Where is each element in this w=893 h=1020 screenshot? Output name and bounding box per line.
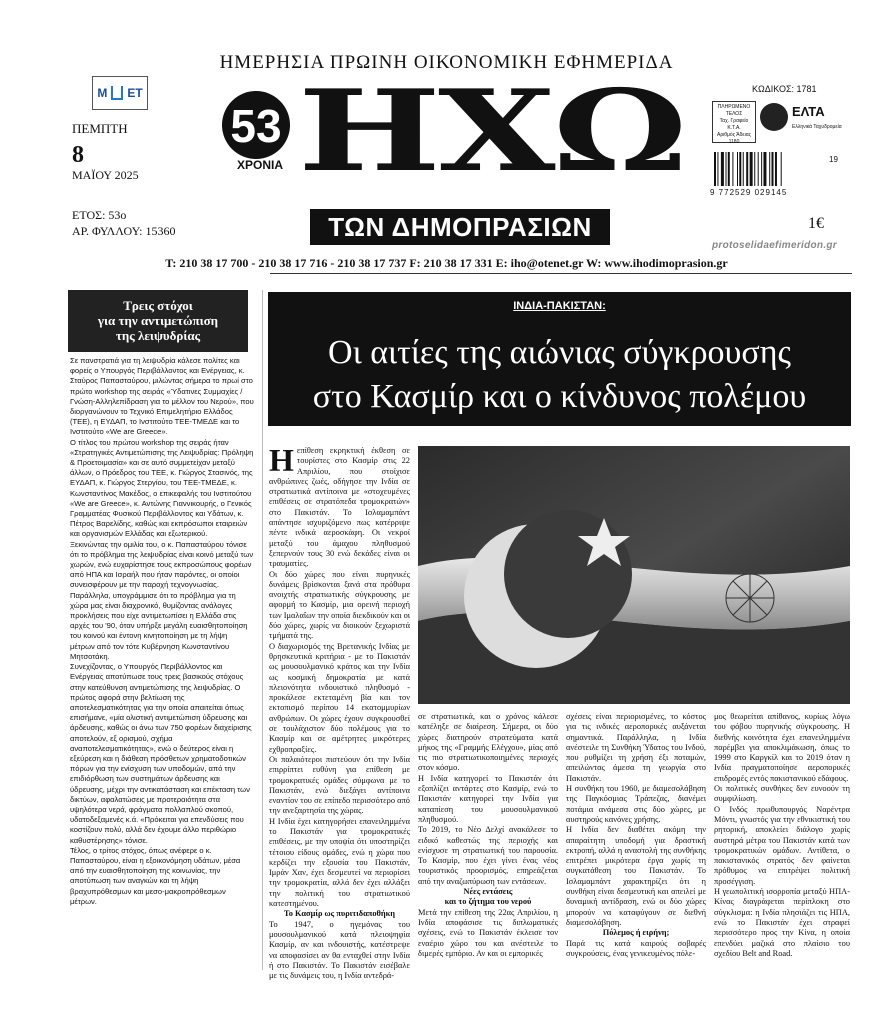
- article-paragraph: Οι δύο χώρες που είναι πυρηνικές δυνάμεις βρίσκονται ξανά στα πρόθυρα ανοιχτής στρατιωτικής σύγκρουσης με αφορμή το Κασμίρ, μια ορεινή περιοχή των Ιμαλαΐων την οποία διεκδικούν και οι δύο χώρες, χωρίς να διοικούν ξεχωριστά τμήματά της.: [269, 569, 411, 641]
- article-paragraph: Παρά τις κατά καιρούς σοβαρές συγκρούσεις, ένας γενικευμένος πόλε-: [566, 938, 706, 958]
- newspaper-title: ΗΧΩ: [298, 66, 685, 197]
- met-logo-mark-2: ET: [127, 86, 143, 100]
- article-column-1: [269, 442, 411, 981]
- sidebar-heading-line: για την αντιμετώπιση: [97, 313, 219, 328]
- chakra-icon: [726, 574, 774, 622]
- badge-label: ΧΡΟΝΙΑ: [236, 158, 284, 172]
- article-kicker: ΙΝΔΙΑ-ΠΑΚΙΣΤΑΝ:: [513, 300, 606, 312]
- article-paragraph: Ο διαχωρισμός της Βρετανικής Ινδίας με θρησκευτικά κριτήρια - με το Πακιστάν ως μουσουλμανικό κράτος και την Ινδία ως κοσμική δημοκρατία με κατά πλειονότητα ινδουιστικό πληθυσμό - προκάλεσε εκτεταμένη βία και τον εκτοπισμό περίπου 14 εκατομμυρίων ανθρώπων. Οι χώρες έχουν συγκρουσθεί σε τουλάχιστον δύο πολέμους για το Κασμίρ και σε αμέτρητες μικρότερες εχθροπραξίες.: [269, 641, 410, 754]
- postage-line: ΤΕΛΟΣ: [725, 111, 743, 117]
- barcode-bar: [714, 152, 716, 186]
- barcode-bar: [772, 152, 774, 186]
- tagline: ΗΜΕΡΗΣΙΑ ΠΡΩΙΝΗ ΟΙΚΟΝΟΜΙΚΗ ΕΦΗΜΕΡΙΔΑ: [219, 52, 674, 73]
- article-paragraph: Η Ινδία δεν διαθέτει ακόμη την απαραίτητη υποδομή για δραστική εκτροπή, αλλά η αναστολή της συνθήκης επιτρέπει μικρότερα έργα χωρίς τη συγκατάθεση του Πακιστάν. Το Ισλαμαμπάντ χαρακτηρίζει ότι η συνθήκη είναι δεσμευτική και απειλεί με δυναμική αντίδραση, ενώ οι δύο χώρες μπορούν να καταφύγουν σε διεθνή διαμεσολάβηση.: [566, 825, 706, 927]
- newspaper-subtitle: ΤΩΝ ΔΗΜΟΠΡΑΣΙΩΝ: [310, 209, 610, 245]
- article-paragraph: μος θεωρείται απίθανος, κυρίως λόγω του φόβου πυρηνικής σύγκρουσης. Η διεθνής κοινότητα έχει επανειλημμένα παρέμβει για αποκλιμάκωση, όπως το 1999 στο Καργκίλ και το 2019 όταν η Ινδία πραγματοποίησε αεροπορικές επιδρομές εντός πακιστανικού εδάφους.: [714, 712, 850, 783]
- elta-logo: ΕΛΤΑ: [792, 104, 825, 119]
- postal-seal-icon: [760, 103, 788, 131]
- barcode-bar: [750, 152, 753, 186]
- code-label: ΚΩΔΙΚΟΣ: 1781: [752, 84, 817, 94]
- barcode-numbers: 9 772529 029145: [710, 188, 788, 197]
- article-headline-line: Οι αιτίες της αιώνιας σύγκρουσης: [328, 334, 791, 371]
- met-logo: [92, 76, 148, 110]
- pakistan-india-flags-image: [418, 446, 850, 704]
- barcode-bar: [761, 152, 762, 186]
- article-subheading: και το ζήτημα του νερού: [444, 897, 532, 907]
- drop-cap: Η: [269, 442, 294, 478]
- postage-line: ΠΛΗΡΩΜΕΝΟ: [717, 104, 751, 110]
- barcode-bar: [732, 152, 733, 186]
- article-paragraph: Οι παλαιότεροι πιστεύουν ότι την Ινδία επιρρίπτει ευθύνη για επίθεση με τρομοκρατικές ομάδες σύμφωνα με το Πακιστάν, ενώ διεξάγει αντίποινα εναντίον του σε επίπεδο περισσότερο από την ανεξαρτησία της χώρας.: [269, 754, 410, 816]
- badge-years: 53: [230, 100, 282, 152]
- sidebar-paragraph: Τέλος, ο τρίτος στόχος, όπως ανέφερε ο κ. Παπασταύρου, είναι η εξοικονόμηση υδάτων, μέσα από την ευαισθητοποίηση της κοινωνίας, την αποτύπωση των αναγκών και τη λήψη βραχυπρόθεσμων και μεσο-μακροπρόθεσμων μέτρων.: [70, 845, 241, 906]
- postage-line: Κ.Τ.Α.: [727, 125, 741, 131]
- sidebar-heading: [68, 290, 248, 352]
- barcode-issue: 19: [829, 155, 838, 164]
- barcode-bar: [739, 152, 741, 186]
- article-paragraph: Η συνθήκη του 1960, με διαμεσολάβηση της Παγκόσμιας Τράπεζας, διανέμει ποτάμια ανάμεσα στις δύο χώρες, με αυστηρούς κανόνες χρήσης.: [566, 784, 706, 824]
- article-subheading: Πόλεμος ή ειρήνη;: [602, 928, 670, 938]
- sidebar-paragraph: Ο τίτλος του πρώτου workshop της σειράς ήταν «Στρατηγικές Αντιμετώπισης της Λειψυδρίας: Πρόληψη & Προετοιμασία» και σε αυτό συμμετείχαν μεταξύ άλλων, ο Πρόεδρος του ΤΕΕ, κ. Γιώργος Στασινός, της ΕΥΔΑΠ, κ. Γιώργος Στεργίου, του ΤΕΕ-ΤΜΕΔΕ, κ. Κωνσταντίνος Μακέδος, ο επικεφαλής του Ινστιτούτου «We are Greece», κ. Αντώνης Γιαννικουρής, ο Γενικός Γραμματέας Φυσικού Περιβάλλοντος και Υδάτων, κ. Πέτρος Βαρελίδης, καθώς και εκπρόσωποι εταιρειών και οργανισμών Ελλάδας και εξωτερικού.: [70, 437, 254, 539]
- article-subheading: Νέες εντάσεις: [463, 887, 513, 897]
- postage-line: Αριθμός Άδειας: [716, 132, 752, 138]
- article-paragraph: Μετά την επίθεση της 22ας Απριλίου, η Ινδία αποφάσισε τις διπλωματικές σχέσεις, ενώ το Πακιστάν έκλεισε τον εναέριο χώρο του και ανέστειλε το διμερές εμπόριο. Αν και οι εμπορικές: [418, 907, 558, 958]
- book-icon: [111, 86, 123, 100]
- barcode-icon: [712, 152, 822, 186]
- sidebar-heading-line: Τρεις στόχοι: [123, 298, 193, 313]
- met-logo-mark: M: [97, 86, 108, 100]
- barcode-bar: [763, 152, 766, 186]
- anniversary-badge: [216, 87, 302, 173]
- issue-year: ΕΤΟΣ: 53ο: [72, 208, 127, 222]
- sidebar-paragraph: Ξεκινώντας την ομιλία του, ο κ. Παπασταύρου τόνισε ότι το πρόβλημα της λειψυδρίας είναι κοινό μεταξύ των χωρών, ενώ ευχαρίστησε τους εκπροσώπους φορέων από ΗΠΑ και Ισραήλ που ήταν παρόντες, οι οποίοι συνεισφέρουν με την παροχή τεχνογνωσίας. Παράλληλα, υπογράμμισε ότι το πρόβλημα για τη χώρα μας είναι διαχρονικό, θυμίζοντας ανάλογες προκλήσεις που είχε αντιμετωπίσει η Ελλάδα στις αρχές του '90, όταν υπήρξε μεγάλη ευαισθητοποίηση του κοινού και έντονη κινητοποίηση με τη λήψη μέτρων από τον τότε Κυβέρνηση Κωνσταντίνου Μητσοτάκη.: [70, 539, 254, 661]
- article-paragraph: επίθεση εκρηκτική έκθεση σε τουρίστες στο Κασμίρ στις 22 Απριλίου, που στοίχισε ανθρώπινες ζωές, οδήγησε την Ινδία σε στρατιωτικά αντίποινα με «στοχευμένες επιθέσεις σε στρατόπεδα τρομοκρατών» στο Πακιστάν. Το Ισλαμαμπάντ απάντησε ισχυριζόμενο πως κατέρριψε πέντε ινδικά αεροσκάφη. Οι νεκροί μεταξύ του άμαχου πληθυσμού ξεπερνούν τους 30 ενώ δεκάδες είναι οι τραυματίες.: [269, 446, 410, 569]
- article-paragraph: σε στρατιωτικά, και ο χρόνος κάλεσε κατέληξε σε διαίρεση. Σήμερα, οι δύο χώρες διατηρούν στρατεύματα κατά μήκος της «Γραμμής Ελέγχου», μίας από τις πιο στρατιωτικοποιημένες περιοχές στον κόσμο.: [418, 712, 558, 773]
- barcode-bar: [721, 152, 724, 186]
- contact-line: T: 210 38 17 700 - 210 38 17 716 - 210 38 17 737 F: 210 38 17 331 E: iho@otenet.gr W: www.ihodimoprasion.gr: [165, 256, 728, 270]
- barcode-bar: [769, 152, 770, 186]
- article-headline-line: στο Κασμίρ και ο κίνδυνος πολέμου: [312, 378, 807, 415]
- elta-subtitle: Ελληνικά Ταχυδρομεία: [792, 124, 842, 130]
- barcode-bar: [743, 152, 744, 186]
- article-column-4: [714, 712, 850, 974]
- barcode-bar: [775, 152, 777, 186]
- barcode-bar: [728, 152, 730, 186]
- sidebar-paragraph: Συνεχίζοντας, ο Υπουργός Περιβάλλοντος και Ενέργειας αποτύπωσε τους τρεις βασικούς στόχους στην κατεύθυνση αντιμετώπισης της λειψυδρίας. Ο πρώτος αφορά στην βελτίωση της αποτελεσματικότητας για την οποία απαιτείται όπως επισήμανε, «μία ολιστική αντιμετώπιση ύδρευσης και άρδευσης, καθώς οι άνω των 750 φορέων διαχείρισης αποτελούν, εξ ορισμού, σχήμα αναποτελεσματικότητας», ενώ ο δεύτερος είναι η εξεύρεση και η διάθεση πρόσθετων χρηματοδοτικών πόρων για την ενίσχυση των υποδομών, από την επιδιόρθωση των συστημάτων άρδευσης και ύδρευσης, μέχρι την αντικατάσταση και επέκταση των δικτύων, αφαλατώσεις με προτεραιότητα στα υψηλότερα νερά, φράγματα πολλαπλού σκοπού, υδατοδεξαμενές κ.ά. «Πρόκειται για επενδύσεις που κοστίζουν πολύ, αλλά δεν έχουμε άλλο περιθώριο καθυστέρησης» τόνισε.: [70, 662, 252, 845]
- issue-date-month: ΜΑΪΟΥ 2025: [72, 168, 139, 182]
- article-paragraph: Το 2019, το Νέο Δελχί ανακάλεσε το ειδικό καθεστώς της περιοχής και ενίσχυσε τη στρατιωτική του παρουσία. Το Κασμίρ, που έχει γίνει ένας νέος τουριστικός προορισμός, επηρεάζεται από την αναζωπύρωση των εντάσεων.: [418, 825, 558, 886]
- divider: [270, 273, 852, 274]
- sidebar-paragraph: Σε πανστρατιά για τη λειψυδρία κάλεσε πολίτες και φορείς ο Υπουργός Περιβάλλοντος και Ενέργειας, κ. Σταύρος Παπασταύρου, μιλώντας σήμερα το πρωί στο πρώτο workshop της σειράς «Ύδατινες Συμμαχίες / Γνώση-Αλληλεπίδραση για το μέλλον του Νερού», που διοργανώνουν το Τεχνικό Επιμελητήριο Ελλάδος (ΤΕΕ), η ΕΥΔΑΠ, το Ινστιτούτο ΤΕΕ-ΤΜΕΔΕ και το Ινστιτούτο «We are Greece».: [70, 356, 254, 437]
- sidebar-body: [70, 356, 254, 966]
- issue-date-number: 8: [72, 142, 84, 168]
- article-paragraph: Οι πολιτικές συνθήκες δεν ευνοούν τη συμφιλίωση.: [714, 784, 850, 804]
- article-paragraph: Η γεωπολιτική ισορροπία μεταξύ ΗΠΑ-Κίνας διαγράφεται περίπλοκη στο σύγκλισμα: η Ινδία πλησιάζει τις ΗΠΑ, ενώ το Πακιστάν έχει στραφεί περισσότερο προς την Κίνα, η οποία επενδύει μαζικά στο πλαίσιο του σχεδίου Belt and Road.: [714, 887, 850, 958]
- column-divider: [262, 290, 263, 970]
- postage-paid-box: [712, 101, 756, 143]
- barcode-bar: [717, 152, 718, 186]
- issue-day: ΠΕΜΠΤΗ: [72, 121, 128, 136]
- barcode-bar: [758, 152, 759, 186]
- article-column-3: [566, 712, 706, 974]
- article-paragraph: Το 1947, ο ηγεμόνας του μουσουλμανικού κατά πλειοψηφία Κασμίρ, αν και ινδουιστής, κατέστρεψε να αποφασίσει αν θα ενταχθεί στην Ινδία ή στο Πακιστάν. Το Πακιστάν εισέβαλε με τις δυνάμεις του, η Ινδία αντεδρά-: [269, 919, 410, 981]
- article-paragraph: Ο Ινδός πρωθυπουργός Ναρέντρα Μόντι, γνωστός για την εθνικιστική του ρητορική, αποκλείει διάλογο χωρίς αυστηρά μέτρα του Πακιστάν κατά των τρομοκρατικών ομάδων. Αντίθετα, ο πακιστανικός στρατός δεν φαίνεται πρόθυμος να επιτρέψει πολιτική προσέγγιση.: [714, 804, 850, 886]
- barcode-bar: [737, 152, 738, 186]
- barcode-bar: [754, 152, 755, 186]
- article-paragraph: σχέσεις είναι περιορισμένες, το κόστος για τις ινδικές αεροπορικές αυξάνεται σημαντικά. Παράλληλα, η Ινδία ανέστειλε τη Συνθήκη Ύδατος του Ινδού, που ρυθμίζει τη χρήση έξι ποταμών, απειλώντας άμεσα τη γεωργία στο Πακιστάν.: [566, 712, 706, 783]
- barcode-bar: [746, 152, 748, 186]
- postage-line: 1180: [728, 139, 740, 145]
- article-column-2: [418, 712, 558, 974]
- barcode-bar: [781, 152, 782, 186]
- article-paragraph: Η Ινδία έχει κατηγορήσει επανειλημμένα το Πακιστάν για τρομοκρατικές επιθέσεις, με την υποψία ότι υποστηρίζει τέτοιου είδους ομάδες, ενώ η χώρα που κερδίζει την εξουσία του Πακιστάν, Ιμράν Χαν, έχει δεσμευτεί να περιορίσει την τρομοκρατία, αλλά δεν έχει αλλάξει την πολιτική του στρατιωτικού κατεστημένου.: [269, 816, 410, 909]
- postage-line: Ταχ. Γραφείο: [719, 118, 749, 124]
- sidebar-heading-line: της λειψυδρίας: [115, 328, 201, 343]
- article-paragraph: Η Ινδία κατηγορεί το Πακιστάν ότι εξοπλίζει αντάρτες στο Κασμίρ, ενώ το Πακιστάν κατηγορεί την Ινδία για καταπίεση του μουσουλμανικού πληθυσμού.: [418, 773, 558, 824]
- article-subheading: Το Κασμίρ ως πυριτιδαποθήκη: [283, 909, 396, 919]
- barcode-bar: [726, 152, 727, 186]
- watermark: protoselidaefimeridon.gr: [712, 240, 837, 251]
- price: 1€: [808, 215, 824, 232]
- issue-sheet-number: ΑΡ. ΦΥΛΛΟΥ: 15360: [72, 224, 176, 238]
